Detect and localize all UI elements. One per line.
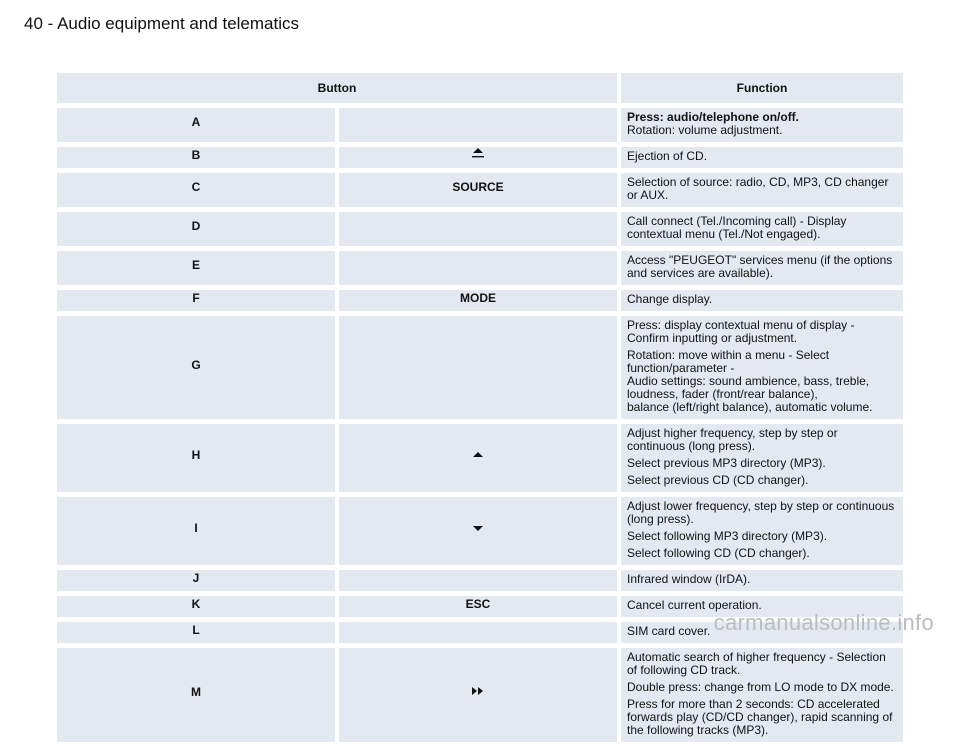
table-row xyxy=(57,212,903,246)
button-symbol-label: MODE xyxy=(460,290,496,305)
button-letter: G xyxy=(57,316,339,419)
button-letter: C xyxy=(57,173,339,207)
function-line: Press for more than 2 seconds: CD accelerated forwards play (CD/CD changer), rapid scanning of xyxy=(627,697,893,724)
function-line: Rotation: volume adjustment. xyxy=(627,123,783,137)
button-letter: D xyxy=(57,212,339,246)
function-line: Press: display contextual menu of display - Confirm inputting or adjustment. xyxy=(627,318,855,345)
down-arrow-icon xyxy=(472,521,484,535)
button-letter: H xyxy=(57,424,339,492)
button-column-header: Button xyxy=(57,73,621,103)
button-symbol xyxy=(339,497,621,565)
table-header-row xyxy=(57,73,903,103)
button-symbol xyxy=(339,424,621,492)
function-line: Adjust higher frequency, step by step or continuous (long press). xyxy=(627,426,838,453)
button-symbol xyxy=(339,147,621,168)
table-body xyxy=(57,108,903,742)
table-row xyxy=(57,570,903,591)
button-letter: J xyxy=(57,570,339,591)
button-symbol xyxy=(339,108,621,142)
table-row xyxy=(57,424,903,492)
table-row xyxy=(57,173,903,207)
button-symbol xyxy=(339,570,621,591)
button-letter: F xyxy=(57,290,339,311)
watermark: carmanualsonline.info xyxy=(713,610,934,635)
eject-icon xyxy=(469,147,487,162)
function-description xyxy=(621,497,903,565)
function-description xyxy=(621,173,903,207)
button-symbol xyxy=(339,251,621,285)
button-letter: E xyxy=(57,251,339,285)
button-symbol xyxy=(339,596,621,617)
up-arrow-icon xyxy=(472,448,484,462)
button-letter: L xyxy=(57,622,339,643)
table-row xyxy=(57,316,903,419)
table-row xyxy=(57,147,903,168)
function-line: Selection of source: radio, CD, MP3, CD changer or AUX. xyxy=(627,175,889,202)
button-symbol-label: ESC xyxy=(465,596,491,611)
page-title: 40 - Audio equipment and telematics xyxy=(24,14,300,33)
function-description xyxy=(621,108,903,142)
table-row xyxy=(57,251,903,285)
button-letter: A xyxy=(57,108,339,142)
button-symbol xyxy=(339,648,621,742)
function-line: Infrared window (IrDA). xyxy=(627,572,751,586)
function-line: Access "PEUGEOT" services menu (if the options and services are available). xyxy=(627,253,893,280)
function-line: Select previous CD (CD changer). xyxy=(627,473,809,487)
button-symbol xyxy=(339,173,621,207)
button-symbol xyxy=(339,212,621,246)
function-column-header: Function xyxy=(621,73,903,103)
function-line: Adjust lower frequency, step by step or continuous (long press). xyxy=(627,499,895,526)
function-description xyxy=(621,648,903,742)
function-description xyxy=(621,212,903,246)
button-symbol-label: SOURCE xyxy=(452,180,504,194)
function-description xyxy=(621,147,903,168)
function-line: Select following CD (CD changer). xyxy=(627,546,810,560)
function-line: Cancel current operation. xyxy=(627,598,762,612)
function-line: Call connect (Tel./Incoming call) - Display contextual menu (Tel./Not engaged). xyxy=(627,214,847,241)
button-letter: B xyxy=(57,147,339,168)
button-symbol xyxy=(339,290,621,311)
button-letter: I xyxy=(57,497,339,565)
function-line: Rotation: move within a menu - Select function/parameter - xyxy=(627,348,830,375)
function-line: SIM card cover. xyxy=(627,624,711,638)
function-line: Press: audio/telephone on/off. xyxy=(627,110,800,124)
function-description xyxy=(621,290,903,311)
function-description xyxy=(621,251,903,285)
function-line: balance (left/right balance), automatic volume. xyxy=(627,400,873,414)
table-row xyxy=(57,108,903,142)
button-letter: M xyxy=(57,648,339,742)
function-line: Select following MP3 directory (MP3). xyxy=(627,529,828,543)
function-description xyxy=(621,570,903,591)
function-line: the following tracks (MP3). xyxy=(627,723,769,737)
function-line: Ejection of CD. xyxy=(627,149,708,163)
function-line: Audio settings: sound ambience, bass, treble, loudness, fader (front/rear balance), xyxy=(627,374,870,401)
table-row xyxy=(57,290,903,311)
function-description xyxy=(621,424,903,492)
button-letter: K xyxy=(57,596,339,617)
table-row xyxy=(57,648,903,742)
button-symbol xyxy=(339,316,621,419)
fast-forward-icon xyxy=(471,685,485,699)
function-description xyxy=(621,316,903,419)
function-line: Select previous MP3 directory (MP3). xyxy=(627,456,826,470)
button-function-table xyxy=(57,68,903,747)
function-line: Double press: change from LO mode to DX mode. xyxy=(627,680,894,694)
function-line: Automatic search of higher frequency - Selection of following CD track. xyxy=(627,650,886,677)
function-line: Change display. xyxy=(627,292,713,306)
table-row xyxy=(57,497,903,565)
